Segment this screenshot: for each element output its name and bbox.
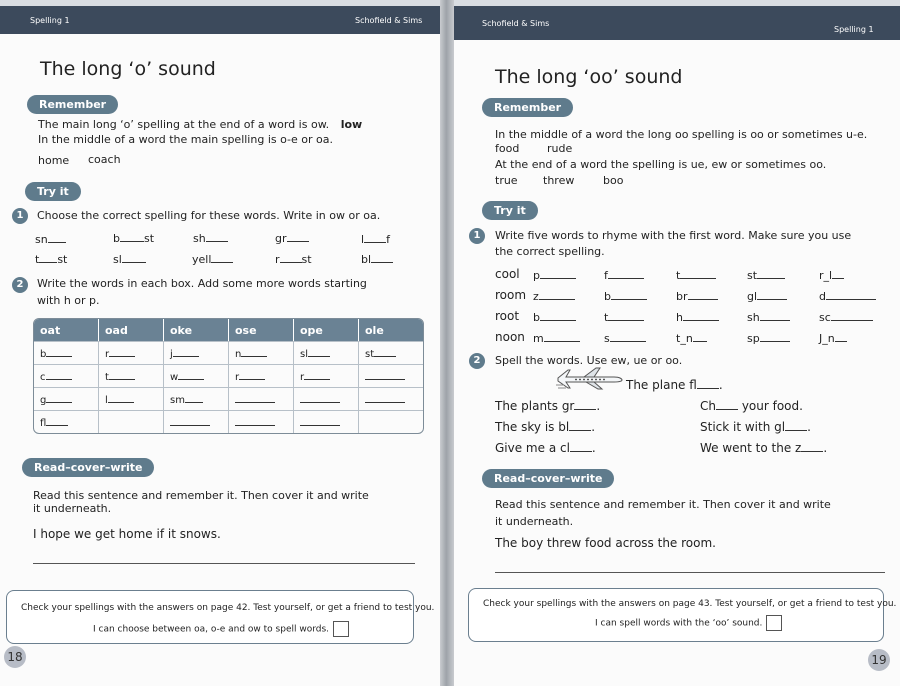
remember-label: Remember	[482, 98, 573, 117]
word-blank[interactable]: sh	[193, 231, 228, 246]
column-header: ose	[229, 319, 294, 341]
table-row	[34, 364, 423, 387]
table-cell[interactable]: n	[229, 341, 294, 364]
try-it-label: Try it	[482, 201, 538, 220]
table-cell[interactable]: r	[99, 341, 164, 364]
remember-label: Remember	[27, 95, 118, 114]
table-cell[interactable]	[359, 410, 423, 433]
rhyme-word: noon	[495, 330, 525, 344]
left-header-bar	[0, 6, 440, 34]
table-cell[interactable]: sl	[294, 341, 359, 364]
rhyme-blank[interactable]: br	[676, 289, 718, 304]
example-word: threw	[543, 174, 575, 187]
question-text: Choose the correct spelling for these words. Write in ow or oa.	[37, 209, 381, 222]
rcw-sentence: The boy threw food across the room.	[495, 536, 716, 550]
write-line[interactable]	[495, 572, 885, 573]
table-cell[interactable]	[99, 410, 164, 433]
example-word: rude	[547, 142, 573, 155]
plane-sentence[interactable]: The plane fl .	[626, 378, 723, 392]
self-assessment-checkbox[interactable]	[333, 621, 349, 637]
table-cell[interactable]	[229, 410, 294, 433]
table-cell[interactable]: l	[99, 387, 164, 410]
question-number: 2	[12, 277, 28, 293]
can-statement: I can choose between oa, o-e and ow to spell words.	[93, 621, 349, 637]
rhyme-blank[interactable]: s	[604, 331, 646, 346]
column-header: ope	[294, 319, 359, 341]
read-cover-write-label: Read–cover–write	[482, 469, 614, 488]
right-header-publisher: Schofield & Sims	[482, 19, 550, 28]
rcw-sentence: I hope we get home if it snows.	[33, 527, 221, 541]
table-cell[interactable]	[359, 364, 423, 387]
right-header-series: Spelling 1	[834, 25, 874, 34]
word-blank[interactable]: gr	[275, 231, 309, 246]
rhyme-blank[interactable]: d	[819, 289, 876, 304]
table-cell[interactable]: b	[34, 341, 99, 364]
spell-sentence[interactable]: We went to the z .	[700, 441, 828, 455]
table-cell[interactable]: g	[34, 387, 99, 410]
left-header-series: Spelling 1	[30, 16, 70, 25]
table-row	[34, 341, 423, 364]
question-text: Write five words to rhyme with the first word. Make sure you use	[495, 229, 852, 242]
table-cell[interactable]: fl	[34, 410, 99, 433]
page-title: The long ‘o’ sound	[40, 58, 216, 80]
word-blank[interactable]: sn	[35, 232, 66, 247]
remember-text: The main long ‘o’ spelling at the end of a word is ow. low	[38, 118, 363, 131]
word-blank[interactable]: yell	[192, 252, 233, 267]
rhyme-blank[interactable]: f	[604, 268, 644, 283]
spell-sentence[interactable]: Ch your food.	[700, 399, 803, 413]
table-cell[interactable]	[359, 387, 423, 410]
example-word: home	[38, 154, 70, 167]
question-number: 1	[469, 228, 485, 244]
table-header-row	[34, 319, 423, 341]
rcw-instruction: it underneath.	[495, 515, 574, 528]
page-title: The long ‘oo’ sound	[495, 66, 683, 88]
table-cell[interactable]: t	[99, 364, 164, 387]
page-number: 18	[4, 646, 26, 668]
question-text: the correct spelling.	[495, 245, 605, 258]
remember-text: At the end of a word the spelling is ue, ew or sometimes oo.	[495, 158, 827, 171]
rhyme-word: cool	[495, 267, 520, 281]
write-line[interactable]	[33, 563, 415, 564]
word-blank[interactable]: r st	[275, 253, 312, 266]
airplane-icon	[556, 366, 624, 390]
left-header-publisher: Schofield & Sims	[355, 16, 423, 25]
rhyme-blank[interactable]: m	[533, 331, 580, 346]
rhyme-blank[interactable]: p	[533, 268, 576, 283]
rcw-instruction: Read this sentence and remember it. Then cover it and write	[495, 498, 831, 511]
rcw-instruction: it underneath.	[33, 502, 112, 515]
table-cell[interactable]	[294, 410, 359, 433]
word-blank[interactable]: bl	[361, 252, 393, 267]
rhyme-blank[interactable]: gl	[747, 289, 787, 304]
remember-example: low	[340, 118, 363, 131]
book-gutter	[440, 0, 454, 686]
table-cell[interactable]: c	[34, 364, 99, 387]
rhyme-blank[interactable]: sc	[819, 310, 873, 325]
rhyme-blank[interactable]: t	[604, 310, 644, 325]
question-number: 2	[469, 353, 485, 369]
table-cell[interactable]	[294, 387, 359, 410]
spell-sentence[interactable]: The sky is bl .	[495, 420, 596, 434]
table-cell[interactable]: st	[359, 341, 423, 364]
example-word: food	[495, 142, 520, 155]
rhyme-blank[interactable]: r_l	[819, 268, 844, 283]
table-row	[34, 387, 423, 410]
check-instruction: Check your spellings with the answers on page 43. Test yourself, or get a friend to test you.	[483, 599, 897, 609]
table-cell[interactable]: r	[294, 364, 359, 387]
left-page	[0, 6, 440, 686]
table-cell[interactable]	[164, 410, 229, 433]
rcw-instruction: Read this sentence and remember it. Then cover it and write	[33, 489, 369, 502]
rhyme-blank[interactable]: b	[604, 289, 647, 304]
can-statement: I can spell words with the ‘oo’ sound.	[595, 615, 782, 631]
rhyme-blank[interactable]: b	[533, 310, 576, 325]
page-number: 19	[868, 649, 890, 671]
self-check-box	[468, 588, 897, 642]
spell-sentence[interactable]: Stick it with gl .	[700, 420, 811, 434]
word-blank[interactable]: b st	[113, 232, 155, 245]
table-cell[interactable]: j	[164, 341, 229, 364]
word-blank[interactable]: sl	[113, 252, 146, 267]
word-sort-table	[33, 318, 424, 434]
table-cell[interactable]	[229, 387, 294, 410]
spell-sentence[interactable]: The plants gr .	[495, 399, 601, 413]
rhyme-blank[interactable]: t_n	[676, 331, 707, 346]
question-text: Write the words in each box. Add some more words starting	[37, 277, 367, 290]
rhyme-blank[interactable]: sp	[747, 331, 790, 346]
remember-text: In the middle of a word the long oo spelling is oo or sometimes u-e.	[495, 128, 868, 141]
column-header: oad	[99, 319, 164, 341]
question-text: Spell the words. Use ew, ue or oo.	[495, 354, 683, 367]
rhyme-blank[interactable]: h	[676, 310, 719, 325]
rhyme-blank[interactable]: J_n	[819, 331, 847, 346]
column-header: oat	[34, 319, 99, 341]
example-word: coach	[88, 153, 121, 166]
right-page	[454, 6, 900, 686]
word-blank[interactable]: l f	[361, 233, 390, 246]
column-header: ole	[359, 319, 423, 341]
table-row	[34, 410, 423, 433]
question-text: with h or p.	[37, 294, 100, 307]
rhyme-word: room	[495, 288, 527, 302]
table-cell[interactable]: sm	[164, 387, 229, 410]
example-word: true	[495, 174, 518, 187]
rhyme-blank[interactable]: st	[747, 268, 785, 283]
try-it-label: Try it	[25, 182, 81, 201]
table-cell[interactable]: r	[229, 364, 294, 387]
rhyme-blank[interactable]: z	[533, 289, 575, 304]
word-blank[interactable]: t st	[35, 253, 68, 266]
rhyme-blank[interactable]: t	[676, 268, 716, 283]
check-instruction: Check your spellings with the answers on page 42. Test yourself, or get a friend to test you.	[21, 603, 435, 613]
example-word: boo	[603, 174, 624, 187]
right-header-bar	[454, 6, 900, 40]
spell-sentence[interactable]: Give me a cl .	[495, 441, 596, 455]
remember-text: In the middle of a word the main spelling is o-e or oa.	[38, 133, 333, 146]
rhyme-blank[interactable]: sh	[747, 310, 790, 325]
question-number: 1	[12, 208, 28, 224]
table-cell[interactable]: w	[164, 364, 229, 387]
column-header: oke	[164, 319, 229, 341]
read-cover-write-label: Read–cover–write	[22, 458, 154, 477]
rhyme-word: root	[495, 309, 520, 323]
self-check-box	[6, 590, 435, 644]
self-assessment-checkbox[interactable]	[766, 615, 782, 631]
